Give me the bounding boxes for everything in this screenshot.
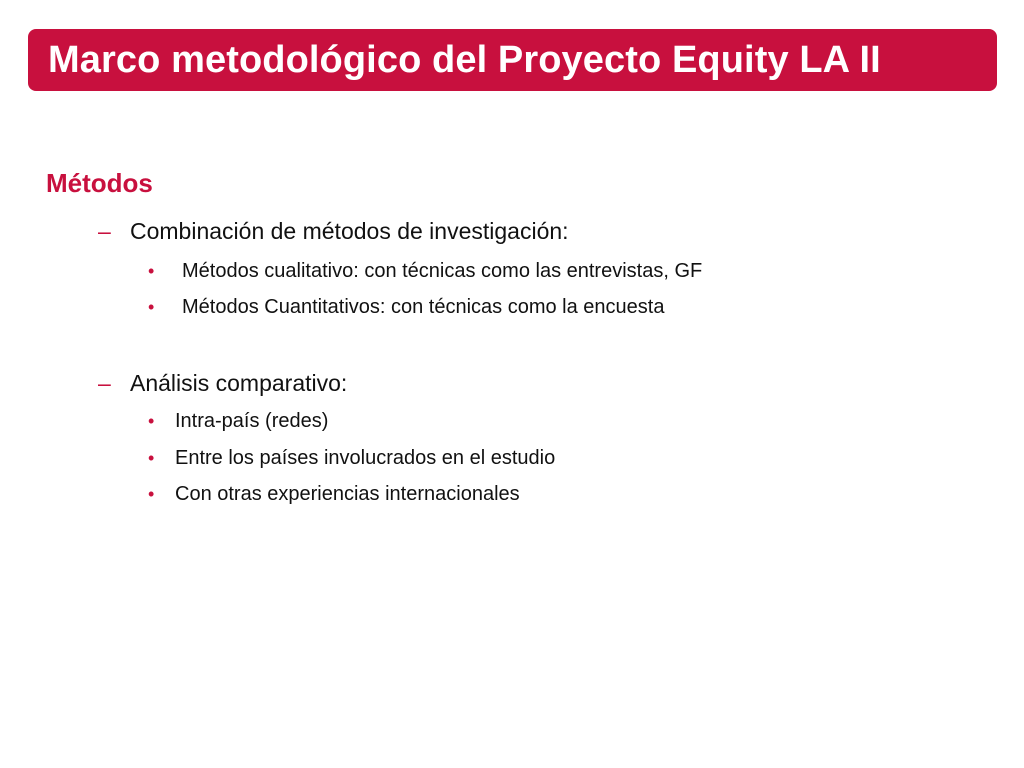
group-2-label: Análisis comparativo: bbox=[130, 370, 348, 396]
list-item: Entre los países involucrados en el estudio bbox=[175, 447, 556, 469]
section-heading: Métodos bbox=[46, 168, 153, 198]
list-item: Métodos Cuantitativos: con técnicas como la encuesta bbox=[182, 296, 665, 318]
list-item-group-2 bbox=[98, 372, 347, 395]
dash-icon: – bbox=[98, 370, 111, 396]
list-item: Métodos cualitativo: con técnicas como las entrevistas, GF bbox=[182, 260, 703, 282]
list-item-group-1 bbox=[98, 220, 569, 243]
bullet-icon: • bbox=[148, 484, 155, 504]
title-bar bbox=[28, 29, 997, 91]
bullet-icon: • bbox=[148, 297, 155, 317]
list-item: Intra-país (redes) bbox=[175, 410, 329, 432]
group-1-label: Combinación de métodos de investigación: bbox=[130, 218, 569, 244]
bullet-icon: • bbox=[148, 261, 155, 281]
bullet-icon: • bbox=[148, 411, 155, 431]
dash-icon: – bbox=[98, 218, 111, 244]
slide-title: Marco metodológico del Proyecto Equity LA II bbox=[48, 39, 881, 81]
bullet-icon: • bbox=[148, 448, 155, 468]
list-item: Con otras experiencias internacionales bbox=[175, 483, 520, 505]
